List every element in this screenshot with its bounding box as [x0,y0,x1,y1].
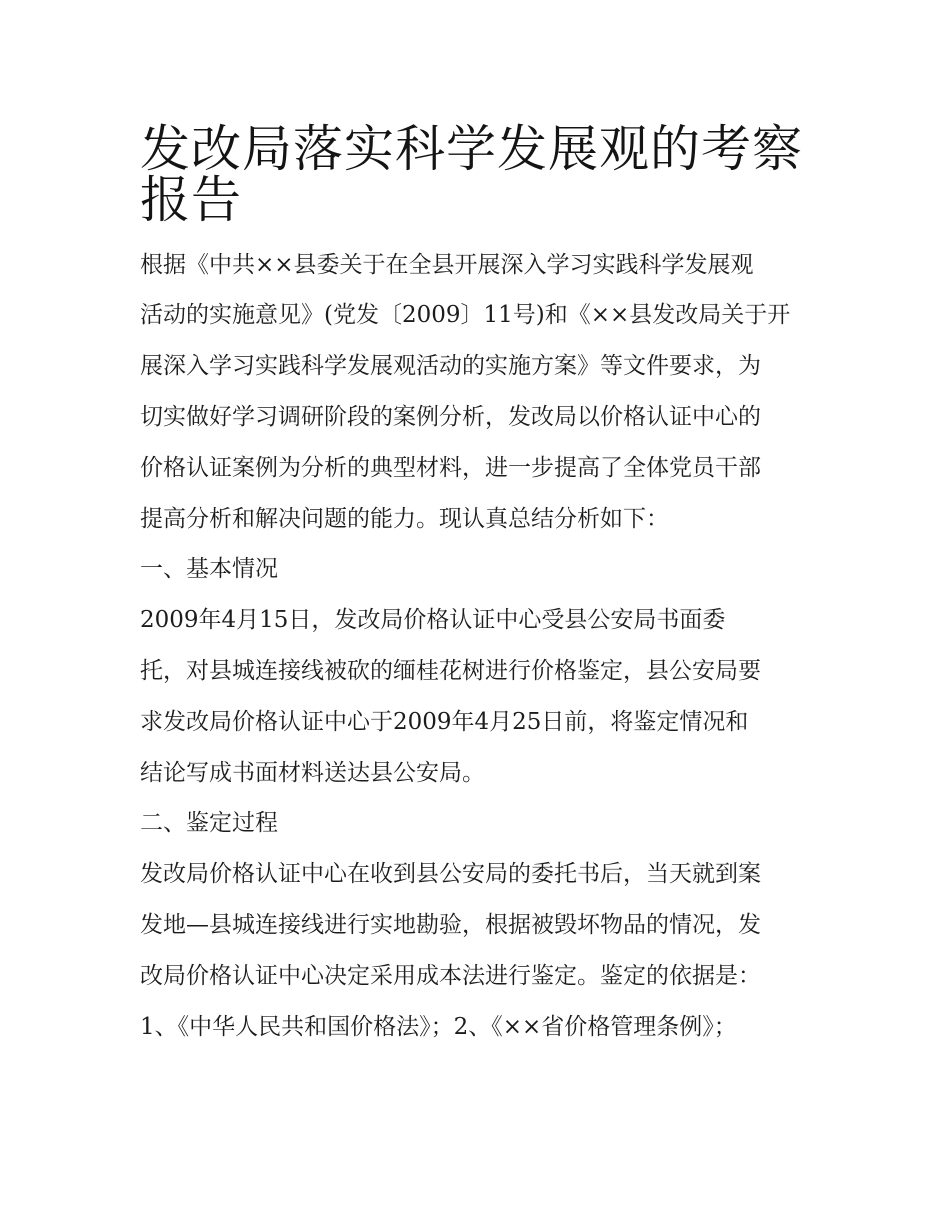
section-heading: 二、鉴定过程 [140,810,278,837]
body-line: 托，对县城连接线被砍的缅桂花树进行价格鉴定，县公安局要 [140,657,761,684]
body-line: 1、《中华人民共和国价格法》；2、《××省价格管理条例》； [140,1013,737,1040]
body-line: 活动的实施意见》(党发〔2009〕11号)和《××县发改局关于开 [140,302,791,329]
body-line: 展深入学习实践科学发展观活动的实施方案》等文件要求，为 [140,353,761,380]
document-content [140,112,815,1052]
body-line: 结论写成书面材料送达县公安局。 [140,759,485,786]
section-heading: 一、基本情况 [140,556,278,583]
body-line: 价格认证案例为分析的典型材料，进一步提高了全体党员干部 [140,454,761,481]
title-line: 发改局落实科学发展观的考察 [140,120,803,178]
body-line: 2009年4月15日，发改局价格认证中心受县公安局书面委 [140,607,726,634]
body-line: 切实做好学习调研阶段的案例分析，发改局以价格认证中心的 [140,403,761,430]
body-line: 提高分析和解决问题的能力。现认真总结分析如下： [140,505,669,532]
body-line: 发地—县城连接线进行实地勘验，根据被毁坏物品的情况，发 [140,911,761,938]
title-line: 报告 [140,170,242,229]
document-body [140,240,815,1053]
body-line: 发改局价格认证中心在收到县公安局的委托书后，当天就到案 [140,861,761,888]
document-title [140,112,815,229]
body-line: 根据《中共××县委关于在全县开展深入学习实践科学发展观 [140,251,754,278]
body-line: 改局价格认证中心决定采用成本法进行鉴定。鉴定的依据是： [140,962,761,989]
body-line: 求发改局价格认证中心于2009年4月25日前，将鉴定情况和 [140,708,749,735]
